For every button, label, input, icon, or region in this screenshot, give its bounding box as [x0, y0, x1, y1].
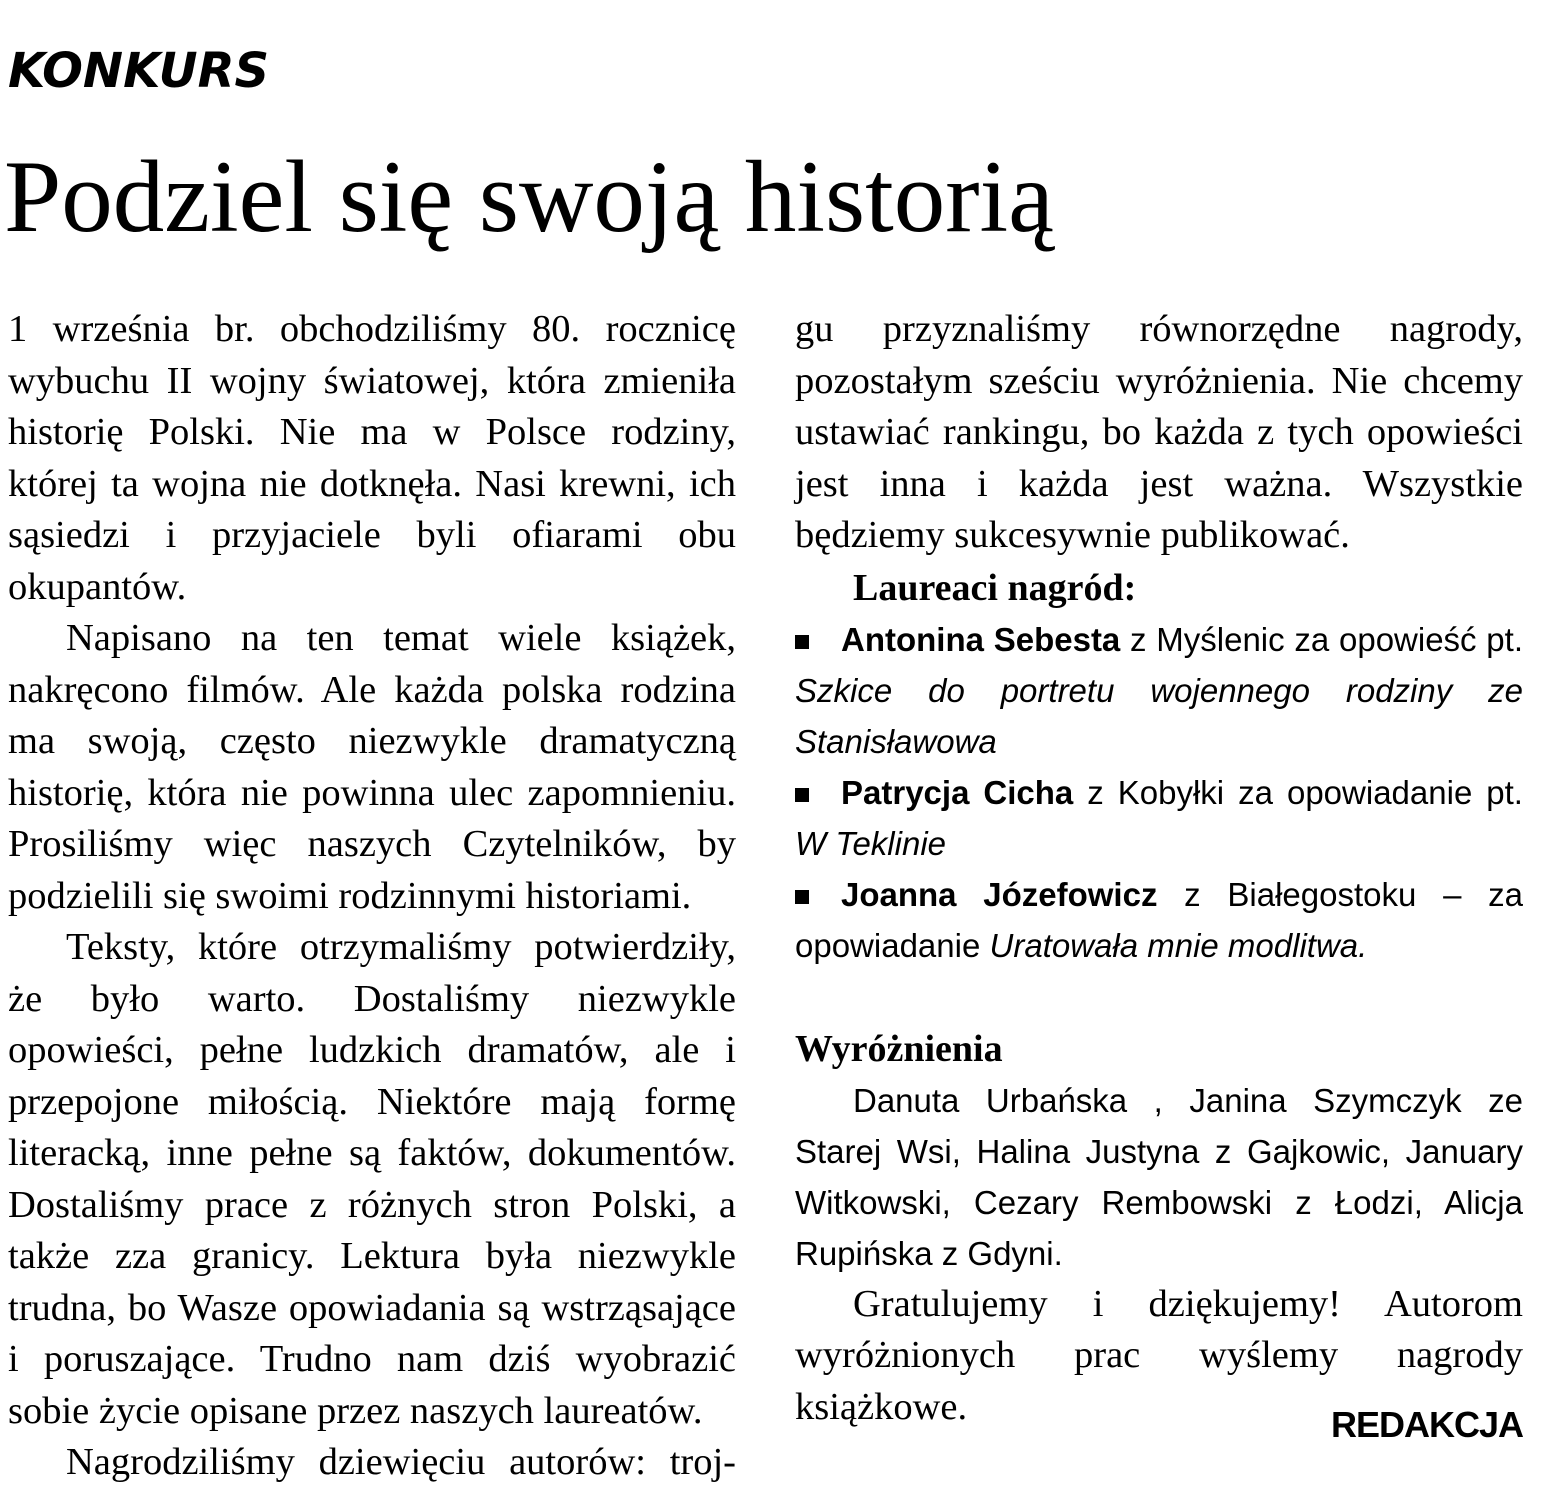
laureate-origin: z Kobyłki za opowiadanie pt.	[1073, 773, 1523, 811]
paragraph-texts: Teksty, które otrzymaliśmy potwierdziły, że było warto. Dostaliśmy niezwykle opowieści, pełne ludzkich dramatów, ale i przepojone miłością. Niektóre mają formę literacką, inne pełne są faktów, dokumentów. Dostaliśmy prace z różnych stron Polski, a także zza granicy. Lektura była niezwykle trudna, bo Wasze opowiadania są wstrząsające i poruszające. Trudno nam dziś wyobrazić sobie życie opisane przez naszych laureatów.	[8, 926, 736, 1432]
section-kicker: KONKURS	[8, 43, 270, 99]
laureate-name: Antonina Sebesta	[841, 620, 1121, 658]
laureate-name: Joanna Józefowicz	[841, 875, 1158, 913]
paragraph-anniversary: 1 września br. obchodziliśmy 80. rocznicę wybuchu II wojny światowej, która zmieniła historię Polski. Nie ma w Polsce rodziny, której ta wojna nie dotknęła. Nasi krewni, ich sąsiedzi i przyjaciele byli ofiarami obu okupantów.	[8, 308, 736, 608]
square-bullet-icon	[795, 788, 809, 802]
laureate-item	[795, 869, 1523, 971]
distinctions-list: Danuta Urbańska , Janina Szymczyk ze Starej Wsi, Halina Justyna z Gajkowic, January Witkowski, Cezary Rembowski z Łodzi, Alicja Rupińska z Gdyni.	[795, 1081, 1523, 1272]
square-bullet-icon	[795, 635, 809, 649]
left-column	[8, 304, 736, 1489]
distinctions-heading: Wyróżnienia	[795, 1027, 1003, 1070]
spacer	[795, 971, 1523, 1023]
laureate-origin: z Białegostoku – za opowiadanie	[795, 875, 1523, 964]
paragraph-awards-start: Nagrodziliśmy dziewięciu autorów: troj-	[66, 1441, 736, 1483]
laureate-work-title: W Teklinie	[795, 824, 946, 862]
laureate-item	[795, 767, 1523, 869]
closing-paragraph: Gratulujemy i dziękujemy! Autorom wyróżnionych prac wyślemy nagrody książkowe.	[795, 1282, 1523, 1428]
laureate-name: Patrycja Cicha	[841, 773, 1074, 811]
laureate-origin: z Myślenic za opowieść pt.	[1120, 620, 1523, 658]
square-bullet-icon	[795, 890, 809, 904]
right-column	[795, 304, 1523, 1433]
laureate-work-title: Uratowała mnie modlitwa.	[989, 926, 1368, 964]
laureate-work-title: Szkice do portretu wojennego rodziny ze Stanisławowa	[795, 671, 1523, 760]
paragraph-awards-continued: gu przyznaliśmy równorzędne nagrody, pozostałym sześciu wyróżnienia. Nie chcemy ustawiać rankingu, bo każda z tych opowieści jest inna i każda jest ważna. Wszystkie będziemy sukcesywnie publikować.	[795, 308, 1523, 556]
laureates-heading: Laureaci nagród:	[853, 566, 1137, 609]
paragraph-books: Napisano na ten temat wiele książek, nakręcono filmów. Ale każda polska rodzina ma swoją, często niezwykle dramatyczną historię, która nie powinna ulec zapomnieniu. Prosiliśmy więc naszych Czytelników, by podzielili się swoimi rodzinnymi historiami.	[8, 617, 736, 917]
article-headline: Podziel się swoją historią	[4, 140, 1054, 254]
laureate-item	[795, 614, 1523, 767]
signature: REDAKCJA	[1330, 1404, 1523, 1445]
